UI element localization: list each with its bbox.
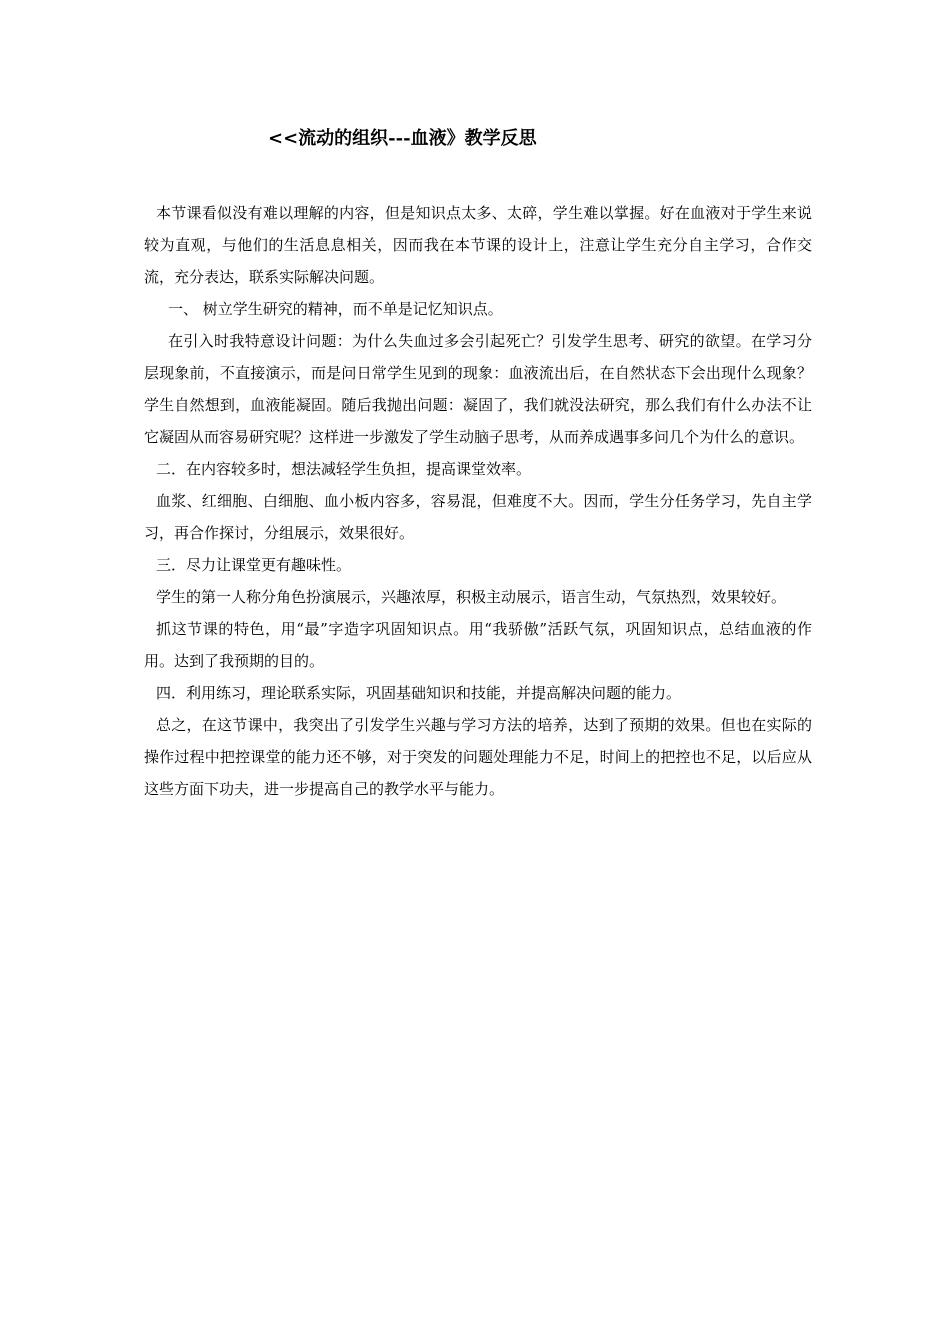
paragraph-section-3b: 抓这节课的特色，用“最”字造字巩固知识点。用“我骄傲”活跃气氛，巩固知识点，总结血液的作用。达到了我预期的目的。 — [144, 620, 812, 670]
paragraph-conclusion: 总之，在这节课中，我突出了引发学生兴趣与学习方法的培养，达到了预期的效果。但也在实际的操作过程中把控课堂的能力还不够，对于突发的问题处理能力不足，时间上的把控也不足，以后应从这些方面下功夫，进一步提高自己的教学水平与能力。 — [144, 716, 812, 798]
section-heading-3: 三．尽力让课堂更有趣味性。 — [156, 556, 352, 574]
section-heading-4: 四．利用练习，理论联系实际，巩固基础知识和技能，并提高解决问题的能力。 — [156, 684, 682, 702]
paragraph-intro: 本节课看似没有难以理解的内容，但是知识点太多、太碎，学生难以掌握。好在血液对于学生来说较为直观，与他们的生活息息相关，因而我在本节课的设计上，注意让学生充分自主学习，合作交流，充分表达，联系实际解决问题。 — [144, 204, 812, 286]
section-heading-1: 一、 树立学生研究的精神，而不单是记忆知识点。 — [168, 300, 503, 318]
paragraph-section-2: 血浆、红细胞、白细胞、血小板内容多，容易混，但难度不大。因而，学生分任务学习，先自主学习，再合作探讨，分组展示，效果很好。 — [144, 492, 812, 542]
paragraph-section-1: 在引入时我特意设计问题：为什么失血过多会引起死亡？引发学生思考、研究的欲望。在学习分层现象前，不直接演示，而是问日常学生见到的现象：血液流出后，在自然状态下会出现什么现象？学生自然想到，血液能凝固。随后我抛出问题：凝固了，我们就没法研究，那么我们有什么办法不让它凝固从而容易研究呢？这样进一步激发了学生动脑子思考，从而养成遇事多问几个为什么的意识。 — [144, 332, 812, 446]
paragraph-section-3a: 学生的第一人称分角色扮演展示，兴趣浓厚，积极主动展示，语言生动，气氛热烈，效果较好。 — [156, 588, 787, 606]
document-body — [144, 197, 812, 805]
document-title: <<流动的组织---血液》教学反思 — [268, 128, 537, 149]
section-heading-2: 二．在内容较多时，想法减轻学生负担，提高课堂效率。 — [156, 460, 532, 478]
